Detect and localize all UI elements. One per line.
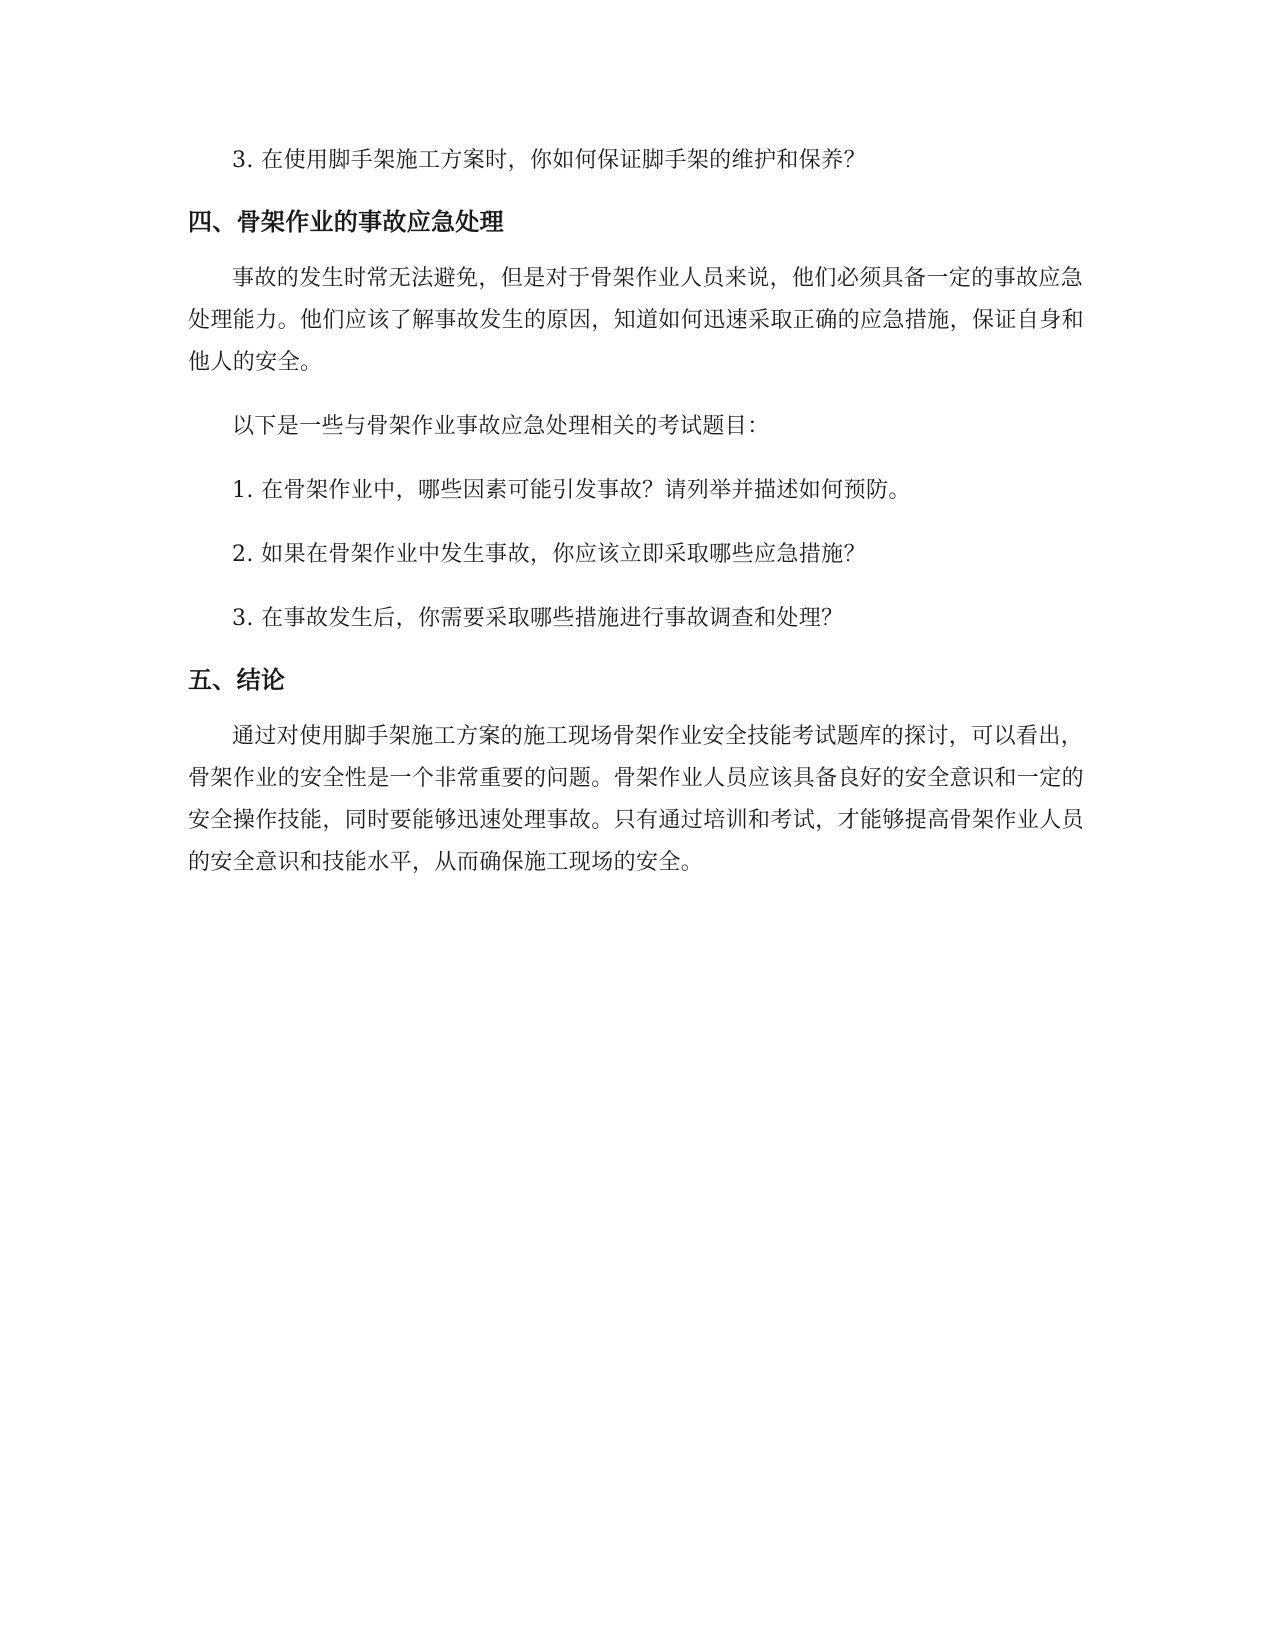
- question-item: 3. 在事故发生后，你需要采取哪些措施进行事故调查和处理？: [232, 606, 844, 631]
- section-paragraph: 事故的发生时常无法避免，但是对于骨架作业人员来说，他们必须具备一定的事故应急处理能力。他们应该了解事故发生的原因，知道如何迅速采取正确的应急措施，保证自身和他人的安全。: [188, 266, 1085, 375]
- document-body: [188, 140, 1088, 906]
- conclusion-paragraph: 通过对使用脚手架施工方案的施工现场骨架作业安全技能考试题库的探讨，可以看出，骨架作业的安全性是一个非常重要的问题。骨架作业人员应该具备良好的安全意识和一定的安全操作技能，同时要能够迅速处理事故。只有通过培训和考试，才能够提高骨架作业人员的安全意识和技能水平，从而确保施工现场的安全。: [188, 724, 1085, 875]
- section-heading: 四、骨架作业的事故应急处理: [188, 208, 504, 236]
- question-item: 2. 如果在骨架作业中发生事故，你应该立即采取哪些应急措施？: [232, 542, 866, 567]
- questions-intro: 以下是一些与骨架作业事故应急处理相关的考试题目：: [232, 414, 770, 439]
- question-item: 3. 在使用脚手架施工方案时，你如何保证脚手架的维护和保养？: [232, 148, 866, 173]
- question-item: 1. 在骨架作业中，哪些因素可能引发事故？请列举并描述如何预防。: [232, 478, 911, 503]
- section-heading: 五、结论: [188, 666, 286, 694]
